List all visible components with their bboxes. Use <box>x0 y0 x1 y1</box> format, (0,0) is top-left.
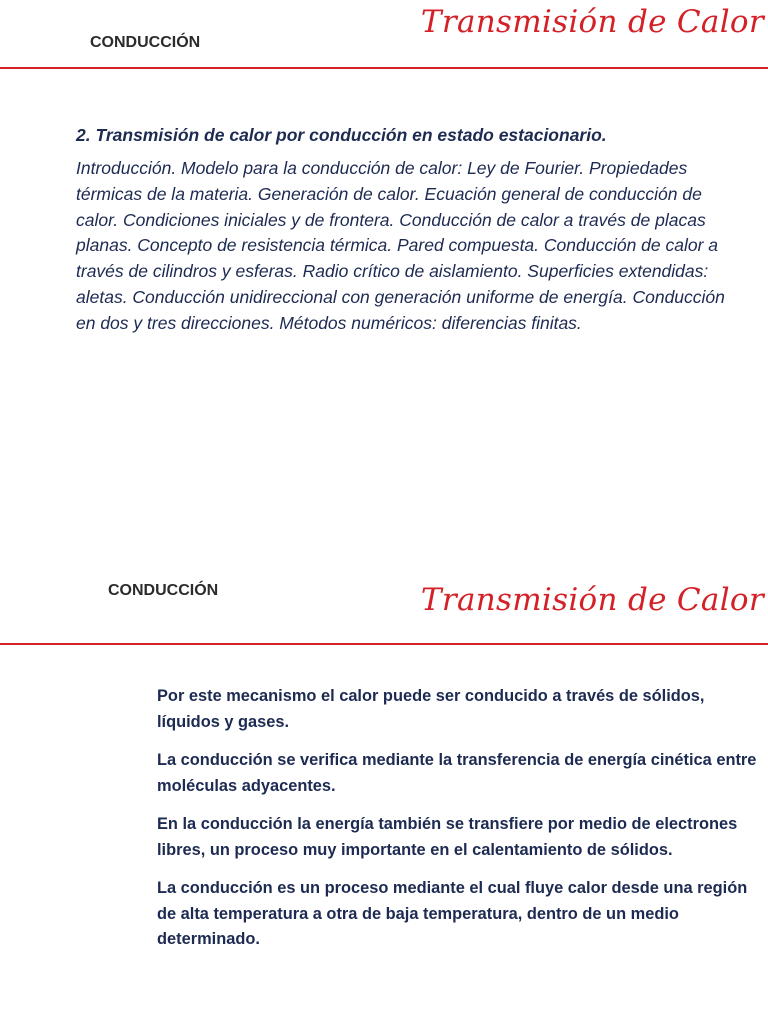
slide-content <box>76 122 726 337</box>
paragraph: La conducción es un proceso mediante el cual fluye calor desde una región de alta temperatura a otra de baja temperatura, dentro de un medio determinado. <box>157 879 748 948</box>
brand-title: Transmisión de Calor <box>420 582 764 618</box>
topic-heading: 2. Transmisión de calor por conducción en estado estacionario. <box>76 125 607 145</box>
slide-2 <box>0 570 768 1024</box>
paragraph: En la conducción la energía también se transfiere por medio de electrones libres, un proceso muy importante en el calentamiento de sólidos. <box>157 815 738 859</box>
paragraph: La conducción se verifica mediante la transferencia de energía cinética entre moléculas adyacentes. <box>157 751 757 795</box>
section-label: CONDUCCIÓN <box>90 34 201 51</box>
brand-title: Transmisión de Calor <box>420 4 764 40</box>
topic-description: Introducción. Modelo para la conducción de calor: Ley de Fourier. Propiedades térmicas de la materia. Generación de calor. Ecuación general de conducción de calor. Condiciones iniciales y de frontera. Conducción de calor a través de placas planas. Concepto de resistencia térmica. Pared compuesta. Conducción de calor a través de cilindros y esferas. Radio crítico de aislamiento. Superficies extendidas: aletas. Conducción unidireccional con generación uniforme de energía. Conducción en dos y tres direcciones. Métodos numéricos: diferencias finitas. <box>76 158 725 333</box>
slide-content <box>157 684 757 966</box>
header-divider <box>0 67 768 69</box>
paragraph: Por este mecanismo el calor puede ser conducido a través de sólidos, líquidos y gases. <box>157 687 705 731</box>
section-label: CONDUCCIÓN <box>108 582 219 599</box>
header-divider <box>0 643 768 645</box>
